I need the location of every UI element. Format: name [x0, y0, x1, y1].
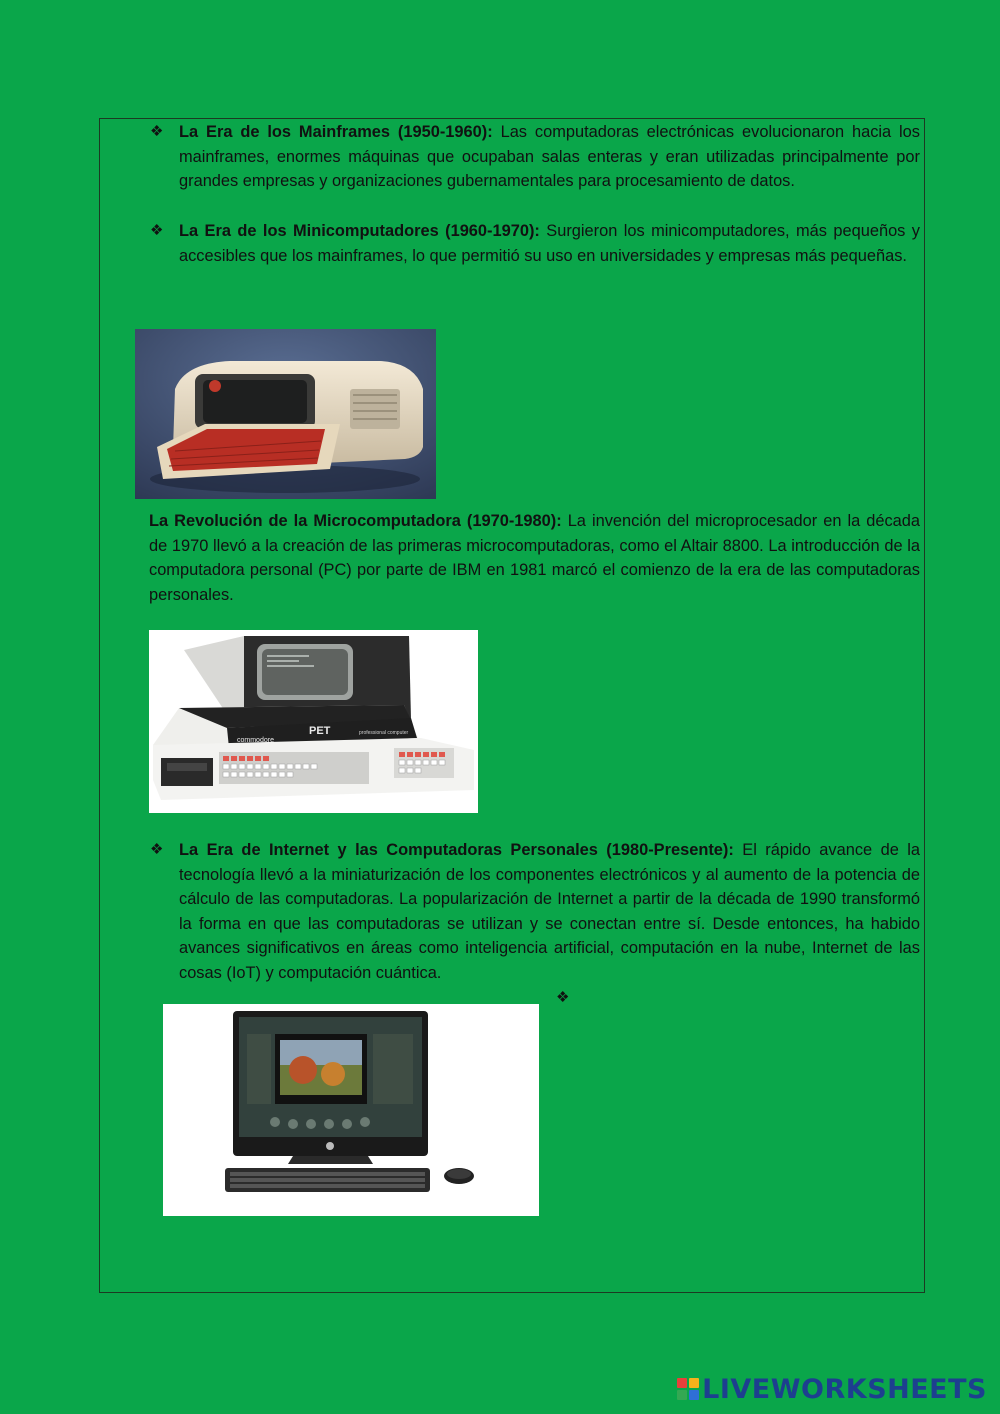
section-title: La Revolución de la Microcomputadora (1970-1980): [149, 512, 562, 530]
pet-model-label: PET [309, 725, 331, 737]
section-title: La Era de los Mainframes (1950-1960): [179, 123, 493, 141]
logo-text: LIVEWORKSHEETS [702, 1373, 987, 1405]
logo-blocks-icon [677, 1378, 699, 1400]
commodore-pet-image [149, 630, 478, 813]
section-title: La Era de Internet y las Computadoras Personales (1980-Presente): [179, 841, 734, 859]
liveworksheets-logo [677, 1374, 987, 1404]
empty-bullet-icon: ❖ [556, 989, 570, 1006]
section-internet-era [150, 838, 920, 986]
pet-brand-label: commodore [237, 737, 274, 744]
section-title: La Era de los Minicomputadores (1960-1970): [179, 222, 540, 240]
bullet-icon: ❖ [150, 841, 164, 858]
retro-computer-image [135, 329, 436, 499]
section-text: Las computadoras electrónicas evolucionaron hacia los mainframes, enormes máquinas que ocupaban salas enteras y eran utilizadas principalmente por grandes empresas y organizaciones gubernamentales para procesamiento de datos. [179, 123, 920, 191]
section-text: El rápido avance de la tecnología llevó a la miniaturización de los componentes electrónicos y al aumento de la potencia de cálculo de las computadoras. La popularización de Internet a partir de la década de 1990 transformó la forma en que las computadoras se utilizan y se conectan entre sí. Desde entonces, ha habido avances significativos en áreas como inteligencia artificial, computación en la nube, Internet de las cosas (IoT) y computación cuántica. [179, 841, 921, 982]
pet-caption-label: professional computer [359, 730, 409, 736]
section-microcomputers [149, 509, 920, 607]
section-mainframes [150, 120, 920, 194]
modern-desktop-image [163, 1004, 539, 1216]
bullet-icon: ❖ [150, 222, 164, 239]
section-text: La invención del microprocesador en la década de 1970 llevó a la creación de las primeras microcomputadoras, como el Altair 8800. La introducción de la computadora personal (PC) por parte de IBM en 1981 marcó el comienzo de la era de las computadoras personales. [149, 512, 921, 604]
section-minicomputers [150, 219, 920, 268]
section-text: Surgieron los minicomputadores, más pequeños y accesibles que los mainframes, lo que permitió su uso en universidades y empresas más pequeñas. [179, 222, 920, 265]
bullet-icon: ❖ [150, 123, 164, 140]
